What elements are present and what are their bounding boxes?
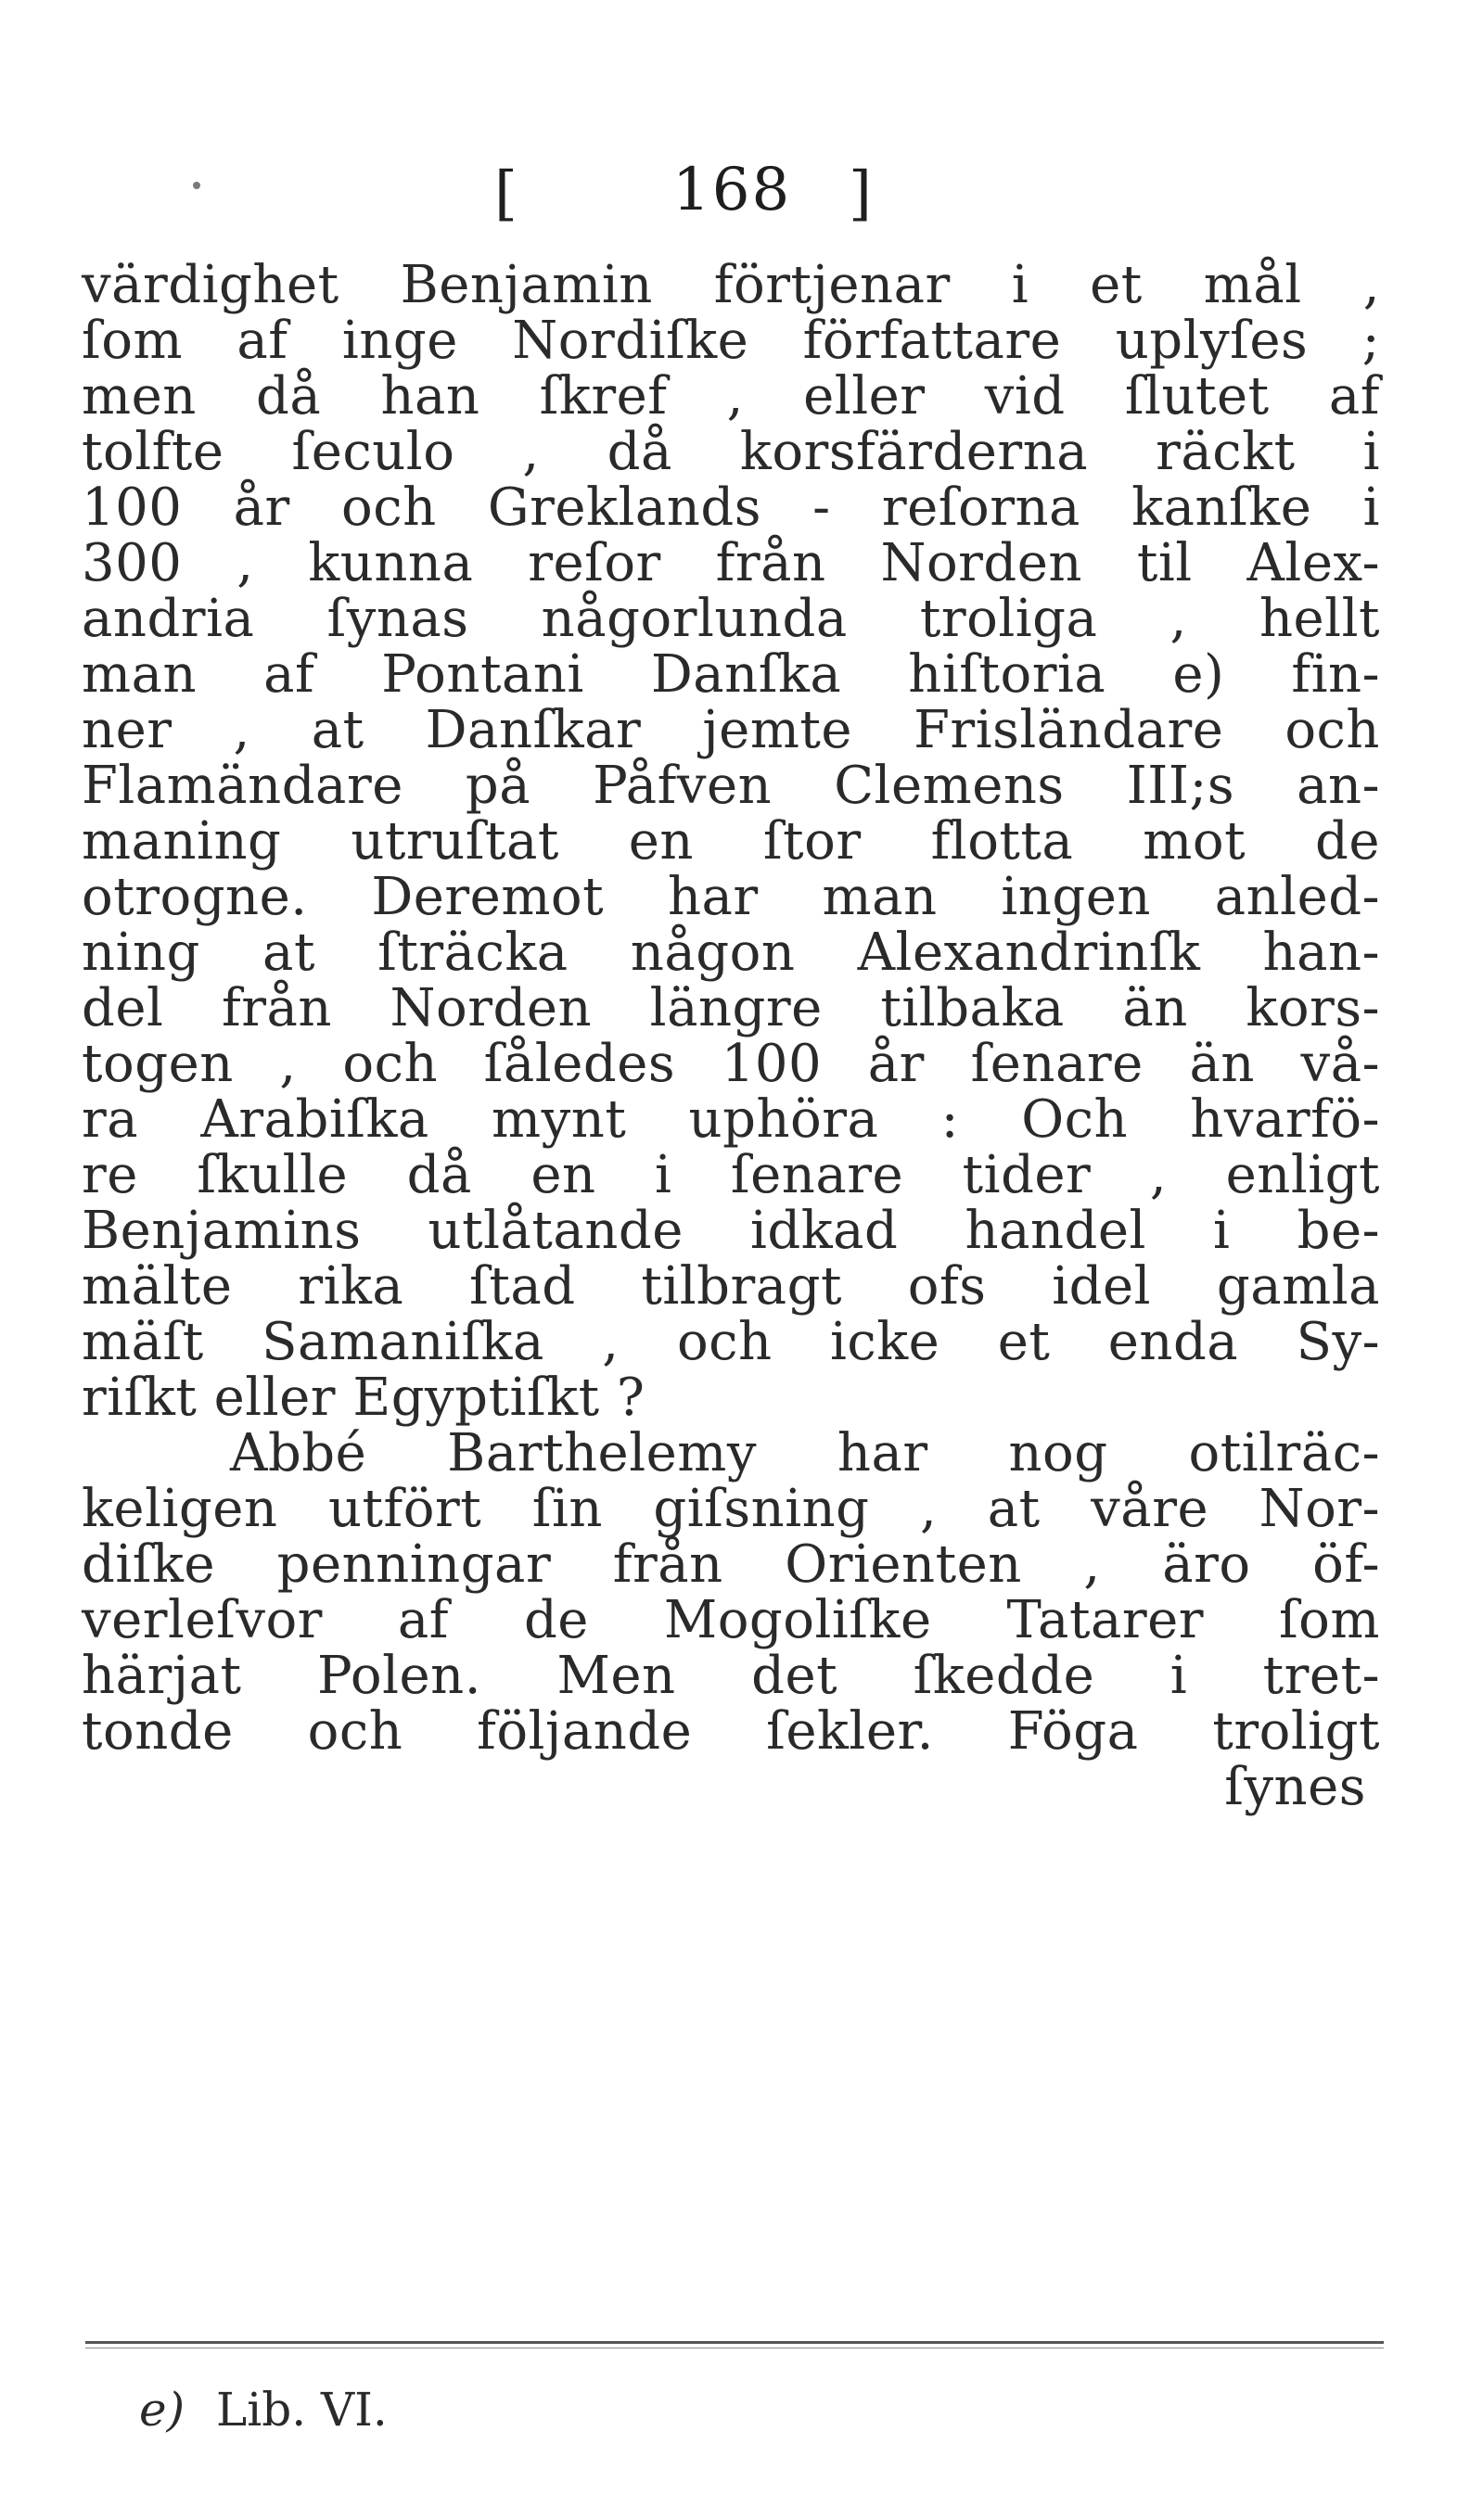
text-line: värdighet Benjamin förtjenar i et mål , [82,255,1380,315]
text-line: maning utruſtat en ſtor flotta mot de [82,811,1380,872]
text-line: Flamändare på Påfven Clemens III;s an- [82,756,1380,816]
text-line: riſkt eller Egyptiſkt ? [82,1368,645,1428]
text-line: tolfte ſeculo , då korsfärderna räckt i [82,422,1380,482]
footnote-text: Lib. VI. [216,2383,388,2437]
text-line: ra Arabiſka mynt uphöra : Och hvarfö- [82,1089,1380,1150]
text-line: mäſt Samaniſka , och icke et enda Sy- [82,1312,1380,1372]
body-text [82,255,1380,1817]
text-line: diſke penningar från Orienten , äro öf- [82,1534,1380,1595]
text-line: mälte rika ſtad tilbragt ofs idel gamla [82,1256,1380,1317]
text-line: 300 , kunna reſor från Norden til Alex- [82,533,1380,593]
paragraph-first-line: Abbé Barthelemy har nog otilräc- [230,1423,1380,1483]
text-line: tonde och följande ſekler. Föga troligt [82,1701,1380,1762]
text-line: ſom af inge Nordiſke författare uplyſes ; [82,311,1380,371]
text-line: otrogne. Deremot har man ingen anled- [82,867,1380,927]
speck-mark [193,182,200,189]
page-header [0,148,1457,232]
catchword: ſynes [1224,1757,1366,1817]
header-bracket-right: ] [849,159,872,228]
text-line: ning at ſträcka någon Alexandrinſk han- [82,923,1380,983]
text-line: Benjamins utlåtande idkad handel i be- [82,1201,1380,1261]
header-bracket-left: [ [494,159,518,228]
text-line: men då han ſkref , eller vid ſlutet af [82,366,1380,426]
text-line: ner , at Danſkar jemte Frisländare och [82,700,1380,760]
text-line: andria ſynas någorlunda troliga , hellt [82,589,1380,649]
footnote [139,2383,388,2437]
text-line: del från Norden längre tilbaka än kors- [82,978,1380,1038]
text-line: re ſkulle då en i ſenare tider , enligt [82,1145,1380,1205]
footnote-rule [85,2341,1384,2348]
text-line: keligen utfört ſin giſsning , at våre Nor- [82,1479,1380,1539]
page-number: 168 [672,156,792,224]
text-line: 100 år och Greklands - reſorna kanſke i [82,477,1380,538]
footnote-marker: e) [139,2383,185,2437]
text-line: verleſvor af de Mogoliſke Tatarer ſom [82,1590,1380,1650]
text-line: togen , och ſåledes 100 år ſenare än vå- [82,1034,1380,1094]
text-line: man af Pontani Danſka hiſtoria e) fin- [82,644,1380,705]
text-line: härjat Polen. Men det ſkedde i tret- [82,1646,1380,1706]
